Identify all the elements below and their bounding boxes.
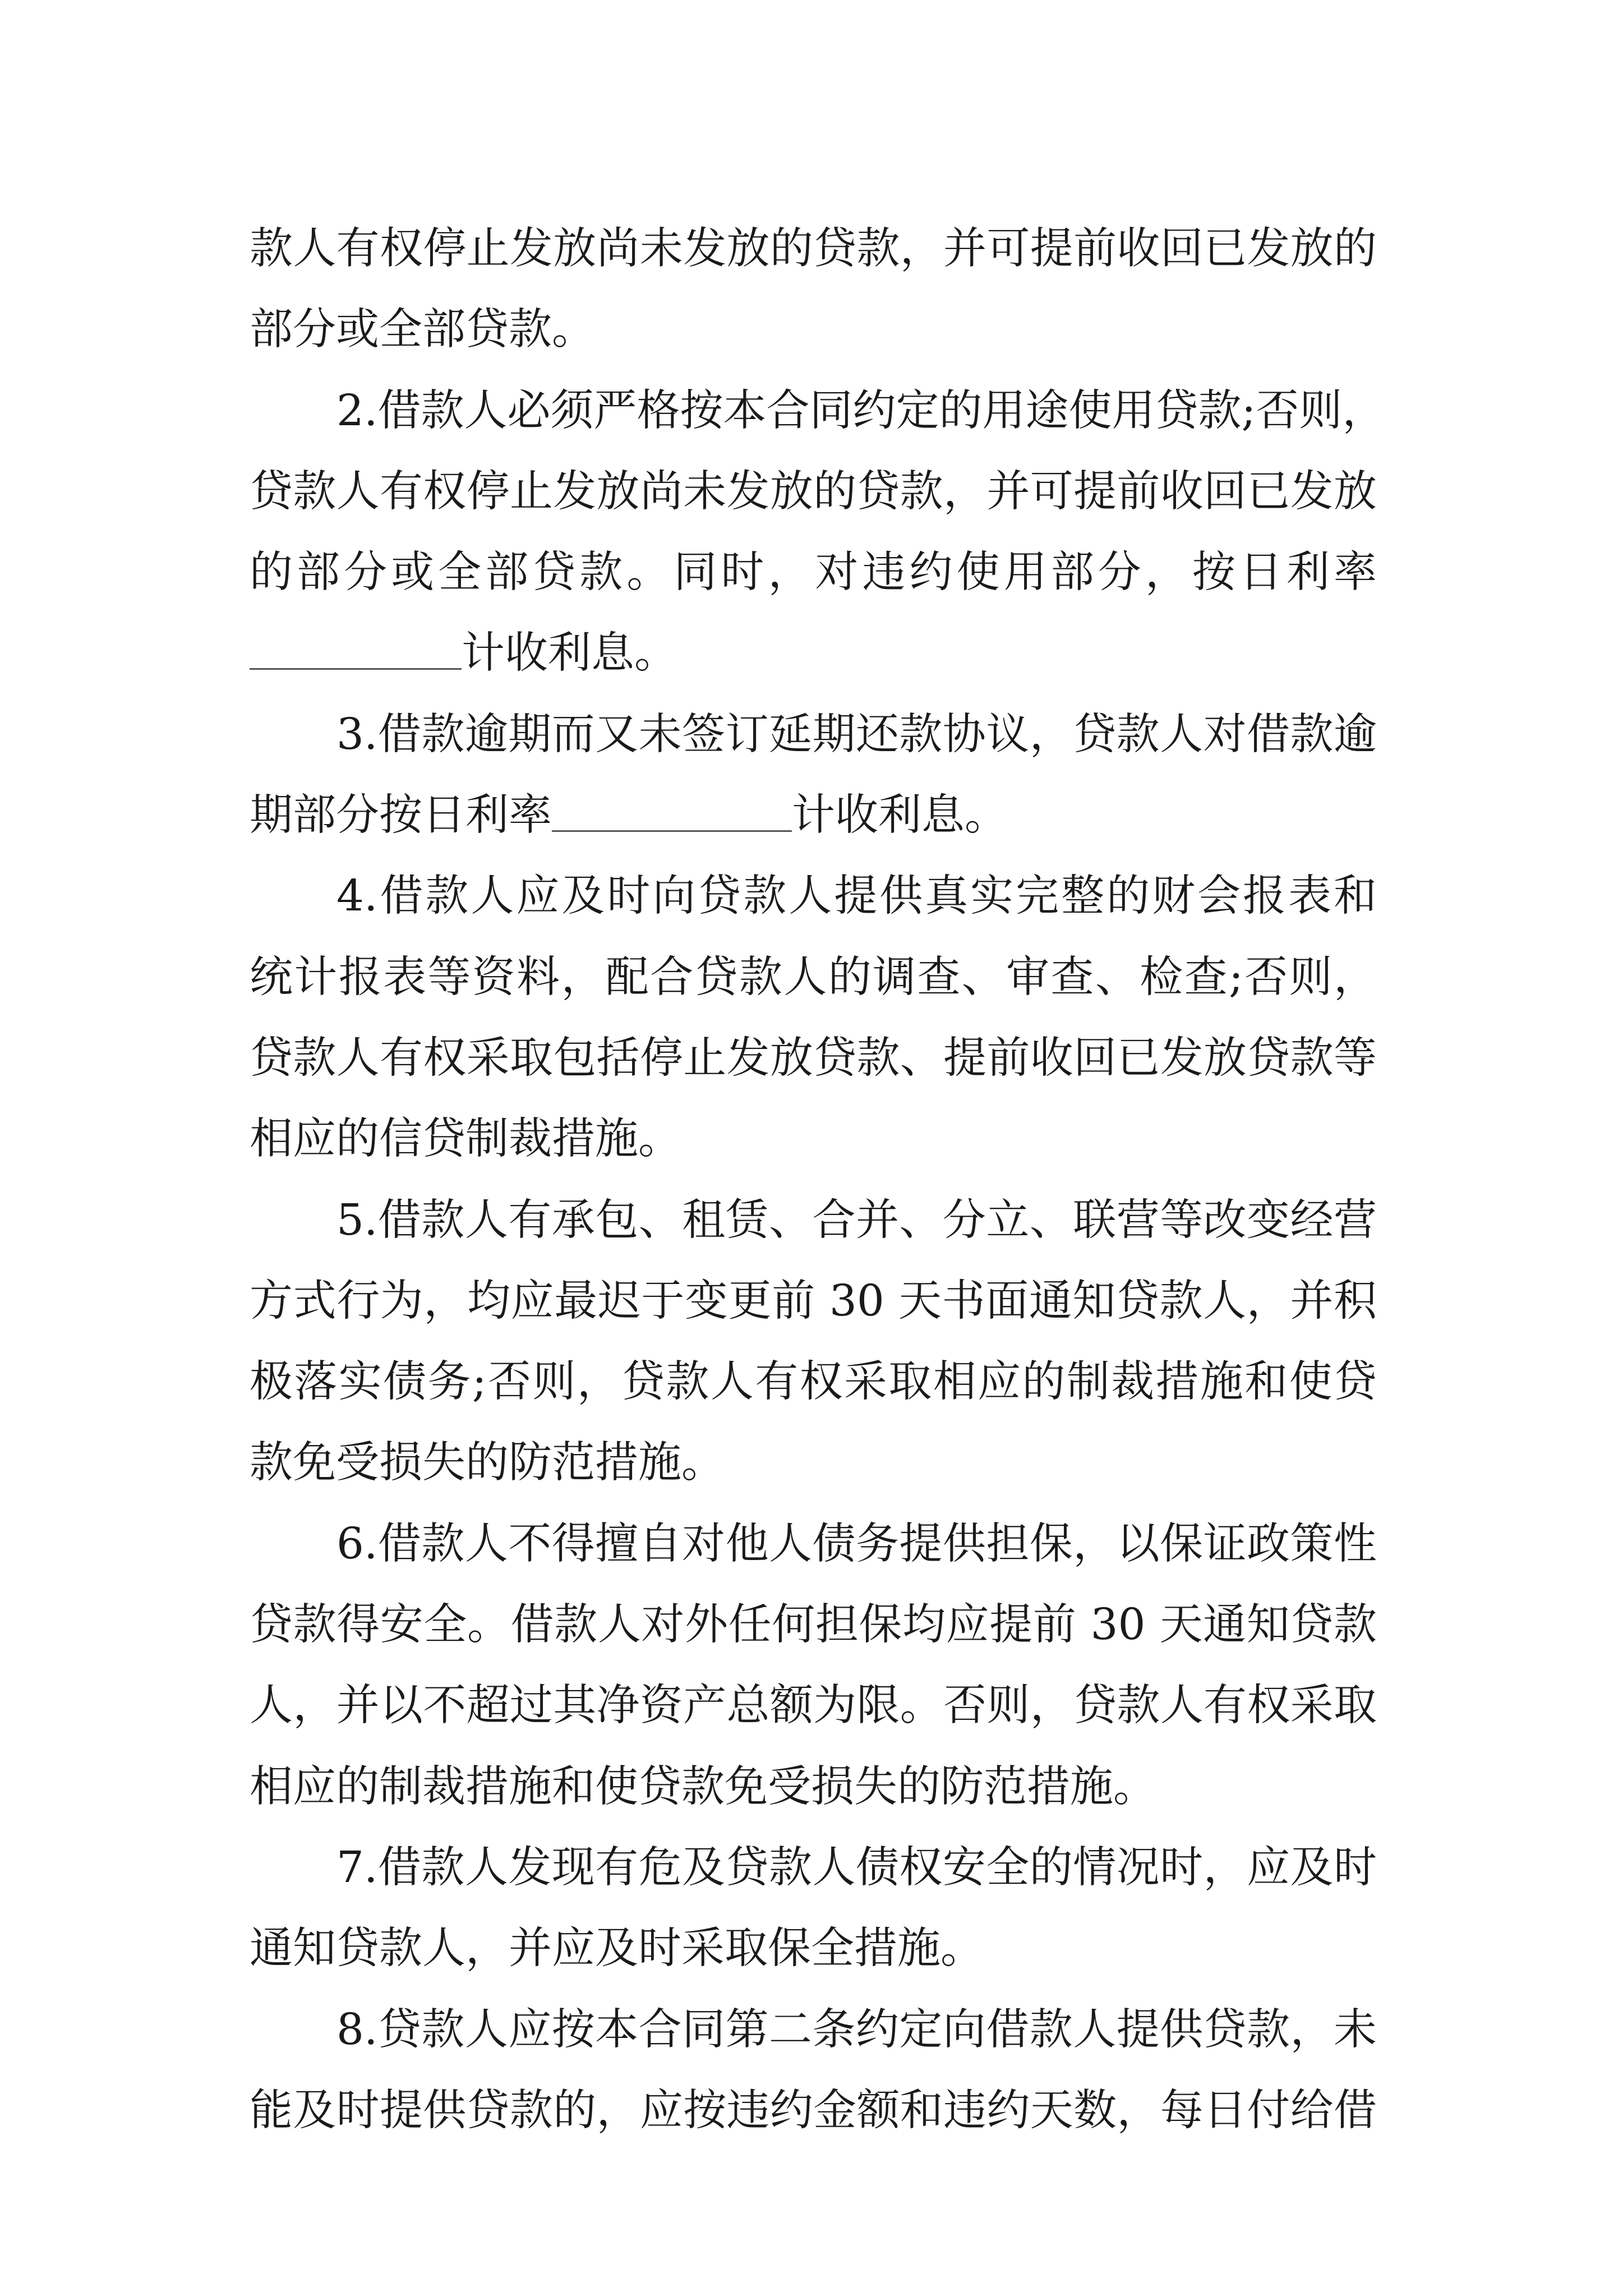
fill-in-blank[interactable] <box>552 830 792 832</box>
text-line: 贷款得安全。借款人对外任何担保均应提前 30 天通知贷款 <box>250 1600 1377 1650</box>
clause-3-line: 3.借款逾期而又未签订延期还款协议，贷款人对借款逾 <box>336 709 1377 760</box>
text-line: 极落实债务;否则，贷款人有权采取相应的制裁措施和使贷 <box>250 1357 1377 1407</box>
text-line: 贷款人有权停止发放尚未发放的贷款，并可提前收回已发放 <box>250 466 1377 517</box>
clause-6-line: 6.借款人不得擅自对他人债务提供担保，以保证政策性 <box>336 1519 1377 1569</box>
clause-7-line: 7.借款人发现有危及贷款人债权安全的情况时，应及时 <box>336 1842 1377 1893</box>
text-line: 相应的信贷制裁措施。 <box>250 1114 681 1165</box>
text-line: 的部分或全部贷款。同时，对违约使用部分，按日利率 <box>250 547 1377 598</box>
text-line: 人，并以不超过其净资产总额为限。否则，贷款人有权采取 <box>250 1681 1377 1731</box>
fill-in-blank[interactable] <box>250 668 462 670</box>
text-line: 计收利息。 <box>250 613 1377 694</box>
text-line: 部分或全部贷款。 <box>250 305 595 355</box>
text-line: 统计报表等资料，配合贷款人的调查、审查、检查;否则， <box>250 952 1377 1002</box>
text-line: 款免受损失的防范措施。 <box>250 1438 725 1488</box>
text-line: 款人有权停止发放尚未发放的贷款，并可提前收回已发放的 <box>250 224 1377 274</box>
text-line: 相应的制裁措施和使贷款免受损失的防范措施。 <box>250 1761 1156 1812</box>
text-line: 期部分按日利率 计收利息。 <box>250 790 1008 841</box>
text-line: 贷款人有权采取包括停止发放贷款、提前收回已发放贷款等 <box>250 1033 1377 1083</box>
clause-2-line: 2.借款人必须严格按本合同约定的用途使用贷款;否则， <box>336 385 1386 436</box>
clause-4-line: 4.借款人应及时向贷款人提供真实完整的财会报表和 <box>336 871 1377 922</box>
clause-5-line: 5.借款人有承包、租赁、合并、分立、联营等改变经营 <box>336 1195 1377 1245</box>
text-line: 能及时提供贷款的，应按违约金额和违约天数，每日付给借 <box>250 2085 1377 2136</box>
text-line: 通知贷款人，并应及时采取保全措施。 <box>250 1924 984 1974</box>
text-line: 方式行为，均应最迟于变更前 30 天书面通知贷款人，并积 <box>250 1276 1377 1326</box>
clause-8-line: 8.贷款人应按本合同第二条约定向借款人提供贷款，未 <box>336 2004 1377 2055</box>
document-body <box>250 209 1386 2151</box>
